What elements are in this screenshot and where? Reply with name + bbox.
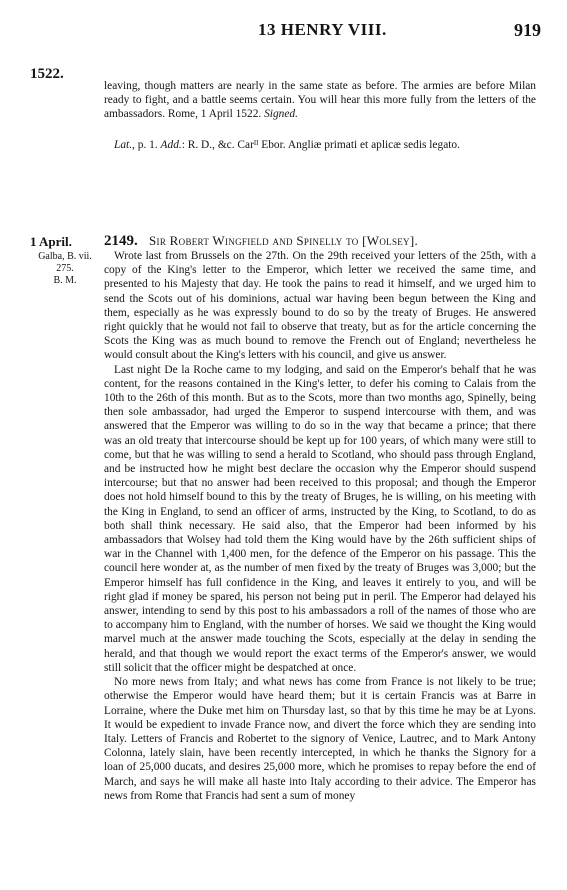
running-head (0, 20, 567, 44)
source-note (104, 138, 536, 152)
running-title: 13 HENRY VIII. (258, 20, 387, 39)
entry-number: 2149. (104, 233, 138, 249)
paragraph: Last night De la Roche came to my lodging, and said on the Emperor's behalf that he was content, for the reasons contained in the King's letter, to defer his coming to Calais from the 10th to the 26th of this month. But as to the Scots, more than two months ago, Spinelly, being then sole ambassador, had urged the Emperor to suspend intercourse with them, and was answered that the Emperor was willing to do so in the way that became a prince; that there was an old treaty that intercourse should be kept up for 100 years, of which many were still to come, but that he was willing to send a herald to Scotland, who should pass through England, and be instructed how he might best declare the occasion why the Emperor should suspend intercourse; but that no answer had been received to this proposal; and though the Emperor does not hold himself bound to this by the treaty of Bruges, he is willing, on his meeting with the King in England, to send an officer of arms, instructed by the King, to Scotland, to do as both shall think necessary. He said also, that the Emperor had been informed by his ambassadors that Wolsey had told them the King would have by the 26th sufficient ships of war in the Channel with 1,400 men, for the defence of the Emperor on his passage. This the council here wonder at, as the number of men fixed by the treaty of Bruges was 3,000; but the Emperor himself has full confidence in the King, and leaves it entirely to you, and will be right glad if money be spared, his person not being put in peril. The Emperor had delayed his answer, intending to send by this post to his ambassadors a roll of the names of those who are to accompany him to England, with the number of horses. We said we thought the King would marvel much at the answer made touching the Scots, especially at the delay in sending the herald, and that though we would report the exact terms of the Emperor's answer, we would still solicit that the officer might be despatched at once. (104, 363, 536, 674)
paragraph: No more news from Italy; and what news has come from France is not likely to be true; otherwise the Emperor would have heard them; but it is certain Francis was at Barre in Lorraine, where the Duke met him on Thursday last, so that by this time he may be at Lyons. It would be expedient to invade France now, and divert the force which they are sending into Italy. Letters of Francis and Robertet to the signory of Venice, Lautrec, and to Mark Antony Colonna, lately slain, have been recently intercepted, in which he thanks the Signory for a loan of 25,000 ducats, and desires 25,000 more, which he promises to repay before the end of March, and says he will make all haste into Italy according to their advice. The Emperor has news from Rome that Francis had sent a sum of money (104, 676, 536, 802)
ref-line: B. M. (53, 275, 77, 286)
signed-note: Signed. (264, 108, 298, 121)
page-number: 919 (514, 20, 541, 40)
entry-heading (104, 233, 544, 250)
lat-label: Lat. (114, 139, 133, 151)
margin-year: 1522. (30, 66, 64, 82)
manuscript-reference (30, 251, 100, 287)
paragraph: Wrote last from Brussels on the 27th. On the 29th received your letters of the 25th, with a copy of the King's letter to the Emperor, which letter we received the same time, and presented to his Majesty that day. He took the pains to read it himself, and we urged him to send the Scots out of his dominions, actual war having been begun between the King and them, especially as he was expressly bound to do so by the treaty of Bruges. He answered right quickly that he would not fail to observe that treaty, but as for the article concerning the Scots the King was as much bound to remove the French out of England; nevertheless he would consult about the King's letters with his council, and give us answer. (104, 250, 536, 362)
add-label: Add. (160, 139, 182, 151)
ref-line: 275. (56, 263, 74, 274)
ref-line: Galba, B. vii. (38, 251, 92, 262)
previous-entry-conclusion (104, 79, 536, 122)
lat-text: , p. 1. (132, 139, 158, 151)
entry-body (104, 249, 536, 803)
entry-date: 1 April. (30, 234, 72, 249)
previous-entry-text: leaving, though matters are nearly in the same state as before. The armies are before Milan ready to fight, and a battle seems certain. You will hear this more fully from the letters of the ambassadors. Rome, 1 April 1522. (104, 80, 536, 121)
entry-title: Sir Robert Wingfield and Spinelly to [Wolsey]. (149, 233, 419, 248)
add-text: : R. D., &c. Carᴵᴵ Ebor. Angliæ primati et aplicæ sedis legato. (181, 139, 460, 151)
